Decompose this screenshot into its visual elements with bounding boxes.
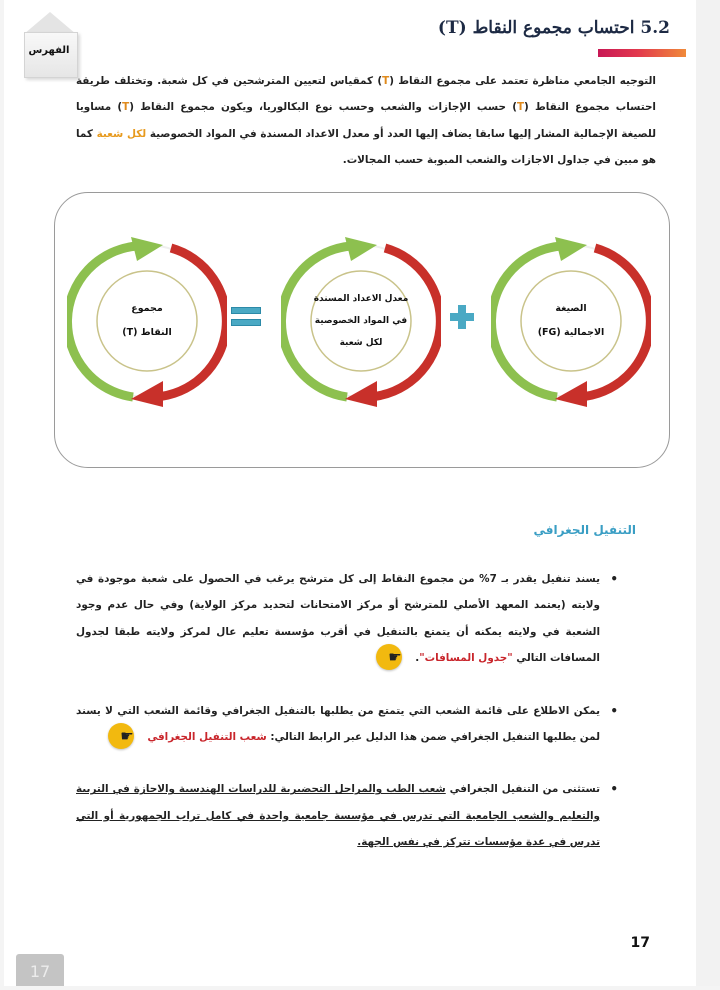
viewer-scroll-track[interactable] [696,0,720,986]
equals-icon [231,307,261,329]
house-icon [24,12,76,34]
page-number: 17 [630,935,650,951]
t-symbol: (T) [377,75,394,87]
cycle-line: الصيغة [555,303,587,314]
geographic-bonus-branches-link[interactable]: شعب التنفيل الجغرافي [147,731,267,744]
page-indicator-tab[interactable]: 17 [16,954,64,986]
cycle-line: النقاط (T) [122,327,172,338]
intro-text: مساويا للصيغة الإجمالية المشار إليها سابقا يضاف إليها العدد أو معدل الاعداد المسندة في المواد الخصوصية [76,101,657,140]
t-symbol: (T) [117,101,134,114]
t-symbol: (T) [512,101,529,114]
pointing-hand-icon[interactable]: ☛ [108,723,134,749]
cycle-formula-fg [491,231,651,411]
index-button[interactable] [18,12,80,76]
formula-diagram [54,192,670,468]
intro-text: كما هو مبين في جداول الاجازات والشعب المبوبة حسب المجالات. [76,127,656,167]
intro-text: التوجيه الجامعي مناظرة تعتمد على مجموع النقاط [393,75,656,87]
section-title: 5.2 احتساب مجموع النقاط (T) [437,18,670,38]
cycle-total-points [67,231,227,411]
intro-paragraph [76,68,656,174]
cycle-line: الاجمالية (FG) [537,327,605,338]
intro-text: حسب الإجازات والشعب وحسب نوع البكالوريا، ويكون مجموع النقاط [133,101,513,114]
list-item: • يمكن الاطلاع على قائمة الشعب التي يتمتع من يطلبها بالتنفيل الجغرافي وقائمة الشعب التي لا يسند لمن يطلبها التنفيل الجغرافي ضمن هذا الدليل عبر الرابط التالي: شعب التنفيل الجغرافي ☛ [76,698,618,751]
cycle-line: معدل الاعداد المسندة [313,294,409,304]
bullet-list [76,566,618,856]
highlight-per-branch: لكل شعبة [96,127,147,140]
index-label: الفهرس [28,45,70,56]
cycle-specialty-average [281,231,441,411]
list-item: • تستثنى من التنفيل الجغرافي شعب الطب والمراحل التحضيرية للدراسات الهندسية والاجازة في التربية والتعليم والشعب الجامعية التي تدرس في مؤسسة جامعية واحدة في كامل تراب الجمهورية أو التي تدرس في عدة مؤسسات تتركز في نفس الجهة. [76,776,618,855]
list-item: • يسند تنفيل يقدر بـ 7% من مجموع النقاط إلى كل مترشح يرغب في الحصول على شعبة موجودة في ولايته (يعتمد المعهد الأصلي للمترشح أو مركز الامتحانات لتحديد مركز الولاية) وفي حال عدم وجود الشعبة في ولايته يمكنه أن يتمتع بالتنفيل في أقرب مؤسسة تعليم عال لمركز ولايته طبقا لجدول المسافات التالي "جدول المسافات". ☛ [76,566,618,672]
cycle-line: مجموع [131,303,163,314]
cycle-line: في المواد الخصوصية [314,316,408,326]
pointing-hand-icon[interactable]: ☛ [376,644,402,670]
distance-table-link[interactable]: "جدول المسافات" [419,652,513,665]
intro-text: كمقياس لتعيين المترشحين في كل شعبة. وتختلف طريقة احتساب مجموع النقاط [76,75,656,114]
cycle-line: لكل شعبة [339,338,383,348]
title-accent-bar [598,49,686,57]
geographic-bonus-heading: التنفيل الجغرافي [533,523,636,537]
document-page [4,0,696,986]
exceptions-text: شعب الطب والمراحل التحضيرية للدراسات الهندسية والاجازة في التربية والتعليم والشعب الجامعية التي تدرس في مؤسسة جامعية واحدة في كامل تراب الجمهورية أو التي تدرس في عدة مؤسسات تتركز في نفس الجهة. [76,783,600,849]
plus-icon [450,305,474,329]
